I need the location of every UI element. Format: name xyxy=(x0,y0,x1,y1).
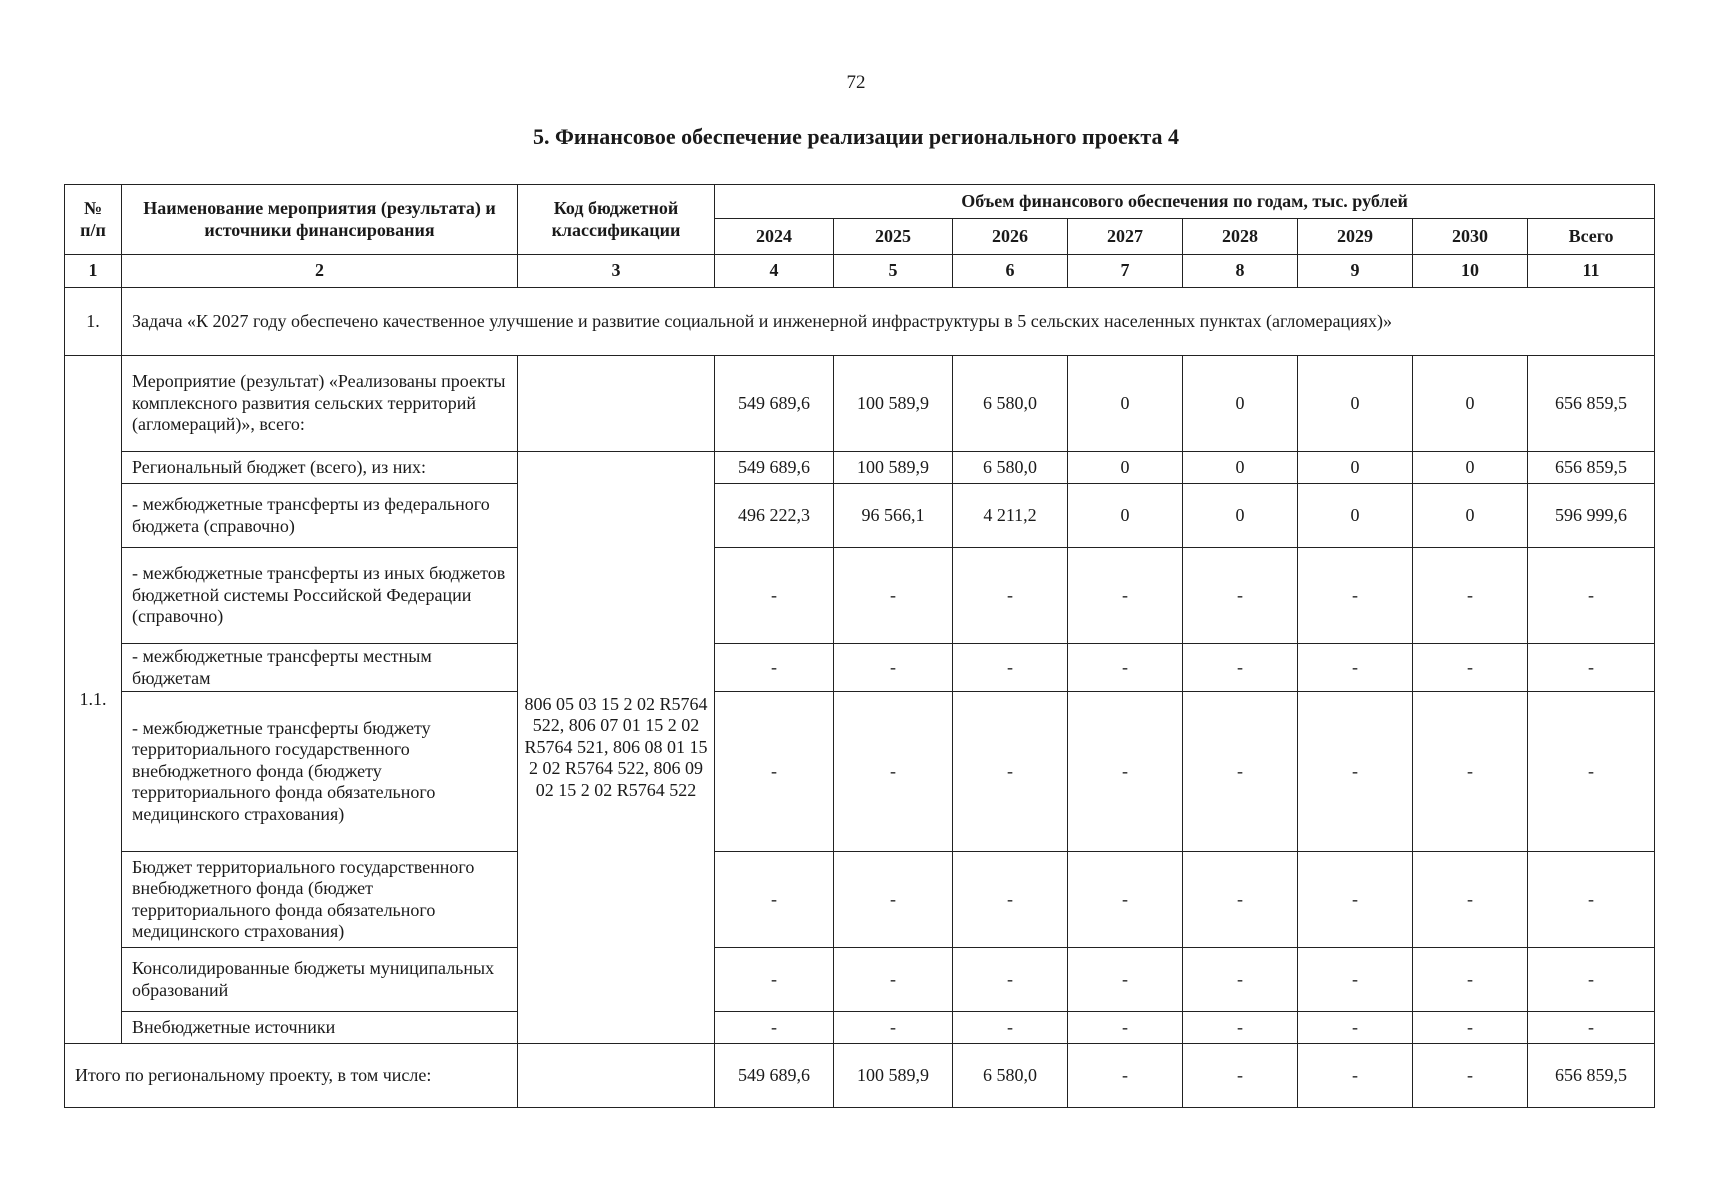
value-cell: - xyxy=(1298,644,1413,692)
header-name: Наименование мероприятия (результата) и источники финансирования xyxy=(122,185,518,255)
header-year: 2025 xyxy=(834,219,953,255)
column-number: 4 xyxy=(715,255,834,288)
value-cell: 496 222,3 xyxy=(715,484,834,548)
value-cell: 0 xyxy=(1298,452,1413,484)
task-row xyxy=(65,288,1655,356)
column-number: 2 xyxy=(122,255,518,288)
column-number: 7 xyxy=(1068,255,1183,288)
header-num: № п/п xyxy=(65,185,122,255)
value-cell: - xyxy=(1298,852,1413,948)
table-row xyxy=(65,852,1655,948)
table-row xyxy=(65,948,1655,1012)
value-cell: 0 xyxy=(1413,452,1528,484)
value-cell: - xyxy=(834,1012,953,1044)
value-cell: - xyxy=(1183,948,1298,1012)
value-cell: 100 589,9 xyxy=(834,356,953,452)
row-name: Внебюджетные источники xyxy=(122,1012,518,1044)
value-cell: 96 566,1 xyxy=(834,484,953,548)
value-cell: - xyxy=(1183,644,1298,692)
value-cell: - xyxy=(953,1012,1068,1044)
header-year: 2026 xyxy=(953,219,1068,255)
value-cell: - xyxy=(715,692,834,852)
value-cell: - xyxy=(1183,548,1298,644)
row-name: Консолидированные бюджеты муниципальных образований xyxy=(122,948,518,1012)
value-cell: - xyxy=(1528,948,1655,1012)
value-cell: - xyxy=(715,948,834,1012)
value-cell: - xyxy=(715,1012,834,1044)
value-cell: - xyxy=(953,852,1068,948)
column-number: 3 xyxy=(518,255,715,288)
value-cell: - xyxy=(953,644,1068,692)
header-year: 2029 xyxy=(1298,219,1413,255)
header-year: 2030 xyxy=(1413,219,1528,255)
column-number-row xyxy=(65,255,1655,288)
value-cell: - xyxy=(1068,692,1183,852)
value-cell: - xyxy=(1528,692,1655,852)
value-cell: 6 580,0 xyxy=(953,356,1068,452)
value-cell: 549 689,6 xyxy=(715,452,834,484)
total-value: 656 859,5 xyxy=(1528,1044,1655,1108)
value-cell: - xyxy=(1528,852,1655,948)
value-cell: 0 xyxy=(1183,356,1298,452)
total-code xyxy=(518,1044,715,1108)
value-cell: 0 xyxy=(1183,484,1298,548)
value-cell: - xyxy=(1298,548,1413,644)
value-cell: 0 xyxy=(1298,356,1413,452)
value-cell: - xyxy=(1413,948,1528,1012)
column-number: 8 xyxy=(1183,255,1298,288)
value-cell: - xyxy=(1183,1012,1298,1044)
total-value: - xyxy=(1413,1044,1528,1108)
table-row xyxy=(65,692,1655,852)
task-number: 1. xyxy=(65,288,122,356)
value-cell: 0 xyxy=(1068,484,1183,548)
value-cell: - xyxy=(715,644,834,692)
total-value: - xyxy=(1183,1044,1298,1108)
table-row xyxy=(65,548,1655,644)
value-cell: - xyxy=(1528,644,1655,692)
value-cell: - xyxy=(1413,692,1528,852)
header-total: Всего xyxy=(1528,219,1655,255)
total-value: 6 580,0 xyxy=(953,1044,1068,1108)
value-cell: - xyxy=(953,692,1068,852)
column-number: 1 xyxy=(65,255,122,288)
page-number: 72 xyxy=(846,72,866,93)
total-value: 100 589,9 xyxy=(834,1044,953,1108)
value-cell: 656 859,5 xyxy=(1528,452,1655,484)
value-cell: 0 xyxy=(1068,452,1183,484)
value-cell: - xyxy=(1528,548,1655,644)
value-cell: - xyxy=(1413,644,1528,692)
table-row xyxy=(65,484,1655,548)
value-cell: 596 999,6 xyxy=(1528,484,1655,548)
row-name: Региональный бюджет (всего), из них: xyxy=(122,452,518,484)
value-cell: 4 211,2 xyxy=(953,484,1068,548)
task-text: Задача «К 2027 году обеспечено качественное улучшение и развитие социальной и инженерной инфраструктуры в 5 сельских населенных пунктах (агломерациях)» xyxy=(122,288,1655,356)
value-cell: - xyxy=(1068,548,1183,644)
row-name: - межбюджетные трансферты из иных бюджетов бюджетной системы Российской Федерации (справочно) xyxy=(122,548,518,644)
value-cell: - xyxy=(1183,692,1298,852)
value-cell: - xyxy=(1183,852,1298,948)
value-cell: - xyxy=(834,948,953,1012)
value-cell: - xyxy=(1298,948,1413,1012)
value-cell: - xyxy=(834,852,953,948)
budget-code: 806 05 03 15 2 02 R5764 522, 806 07 01 15 2 02 R5764 521, 806 08 01 15 2 02 R5764 522, 806 09 02 15 2 02 R5764 522 xyxy=(518,452,715,1044)
total-row xyxy=(65,1044,1655,1108)
value-cell: - xyxy=(1068,644,1183,692)
value-cell: 0 xyxy=(1413,484,1528,548)
financing-table xyxy=(64,184,1655,1108)
value-cell: - xyxy=(953,948,1068,1012)
row-code xyxy=(518,356,715,452)
header-year: 2027 xyxy=(1068,219,1183,255)
column-number: 5 xyxy=(834,255,953,288)
value-cell: - xyxy=(1298,1012,1413,1044)
total-value: 549 689,6 xyxy=(715,1044,834,1108)
column-number: 6 xyxy=(953,255,1068,288)
value-cell: 6 580,0 xyxy=(953,452,1068,484)
row-name: - межбюджетные трансферты бюджету территориального государственного внебюджетного фонда (бюджету территориального фонда обязательного медицинского страхования) xyxy=(122,692,518,852)
header-code: Код бюджетной классификации xyxy=(518,185,715,255)
table-row xyxy=(65,356,1655,452)
row-name: Бюджет территориального государственного внебюджетного фонда (бюджет территориального фонда обязательного медицинского страхования) xyxy=(122,852,518,948)
value-cell: - xyxy=(834,692,953,852)
value-cell: 0 xyxy=(1183,452,1298,484)
column-number: 10 xyxy=(1413,255,1528,288)
value-cell: - xyxy=(1528,1012,1655,1044)
value-cell: - xyxy=(1068,1012,1183,1044)
column-number: 11 xyxy=(1528,255,1655,288)
total-value: - xyxy=(1298,1044,1413,1108)
value-cell: 0 xyxy=(1413,356,1528,452)
value-cell: - xyxy=(834,548,953,644)
header-year: 2028 xyxy=(1183,219,1298,255)
group-number: 1.1. xyxy=(65,356,122,1044)
value-cell: - xyxy=(1298,692,1413,852)
row-name: - межбюджетные трансферты местным бюджетам xyxy=(122,644,518,692)
table-row xyxy=(65,644,1655,692)
header-volume: Объем финансового обеспечения по годам, тыс. рублей xyxy=(715,185,1655,219)
value-cell: 100 589,9 xyxy=(834,452,953,484)
value-cell: - xyxy=(1413,1012,1528,1044)
value-cell: - xyxy=(715,548,834,644)
column-number: 9 xyxy=(1298,255,1413,288)
value-cell: 656 859,5 xyxy=(1528,356,1655,452)
header-year: 2024 xyxy=(715,219,834,255)
value-cell: - xyxy=(1068,852,1183,948)
row-name: - межбюджетные трансферты из федерального бюджета (справочно) xyxy=(122,484,518,548)
table-row xyxy=(65,1012,1655,1044)
value-cell: - xyxy=(715,852,834,948)
table-row xyxy=(65,452,1655,484)
value-cell: 0 xyxy=(1068,356,1183,452)
total-value: - xyxy=(1068,1044,1183,1108)
value-cell: - xyxy=(1413,548,1528,644)
total-label: Итого по региональному проекту, в том числе: xyxy=(65,1044,518,1108)
value-cell: - xyxy=(1413,852,1528,948)
value-cell: - xyxy=(1068,948,1183,1012)
value-cell: - xyxy=(953,548,1068,644)
page-title: 5. Финансовое обеспечение реализации регионального проекта 4 xyxy=(533,124,1179,149)
row-name: Мероприятие (результат) «Реализованы проекты комплексного развития сельских территорий (агломераций)», всего: xyxy=(122,356,518,452)
value-cell: 549 689,6 xyxy=(715,356,834,452)
value-cell: - xyxy=(834,644,953,692)
value-cell: 0 xyxy=(1298,484,1413,548)
